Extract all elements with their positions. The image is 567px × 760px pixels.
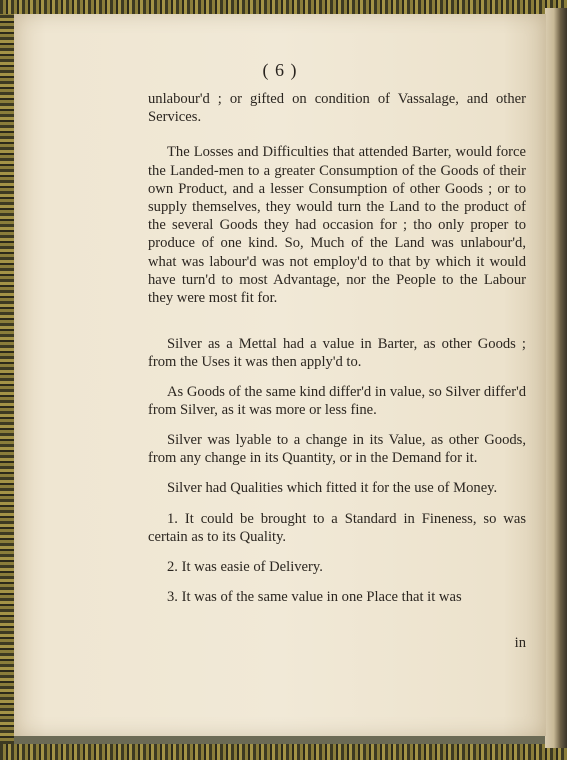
paragraph-silver-value: Silver was lyable to a change in its Value, as other Goods, from any change in its Quantity, or in the Demand for it. [148,432,526,467]
paragraph-barter: The Losses and Difficulties that attended Barter, would force the Landed-men to a greater Consumption of the Goods of their own Product, and a lesser Consumption of other Goods ; or to supply themselves, they would turn the Land to the product of the several Goods they had occasion for ; tho only proper to produce of one kind. So, Much of the Land was unlabour'd, what was labour'd was not employ'd to that by which it would have turn'd to most Advantage, nor the People to the Labour they were most fit for. [148,144,526,307]
paragraph-continued: unlabour'd ; or gifted on condition of Vassalage, and other Services. [148,91,526,126]
page-paper [14,14,546,736]
marbled-edge-left [0,14,14,744]
body-text [148,76,526,606]
paragraph-silver-qualities: Silver had Qualities which fitted it for the use of Money. [167,480,498,497]
paragraph-silver-mettal: Silver as a Mettal had a value in Barter, as other Goods ; from the Uses it was then apply'd to. [148,336,526,371]
list-item-2: 2. It was easie of Delivery. [167,559,323,576]
page-number: ( 6 ) [262,60,298,80]
list-item-1: 1. It could be brought to a Standard in Fineness, so was certain as to its Quality. [148,510,526,545]
book-spine-edge [545,8,567,748]
catchword: in [514,635,526,651]
marbled-edge-bottom [0,744,567,760]
list-item-3: 3. It was of the same value in one Place that it was [167,589,462,606]
paragraph-silver-fineness: As Goods of the same kind differ'd in value, so Silver differ'd from Silver, as it was more or less fine. [148,383,526,418]
marbled-edge-top [0,0,567,14]
